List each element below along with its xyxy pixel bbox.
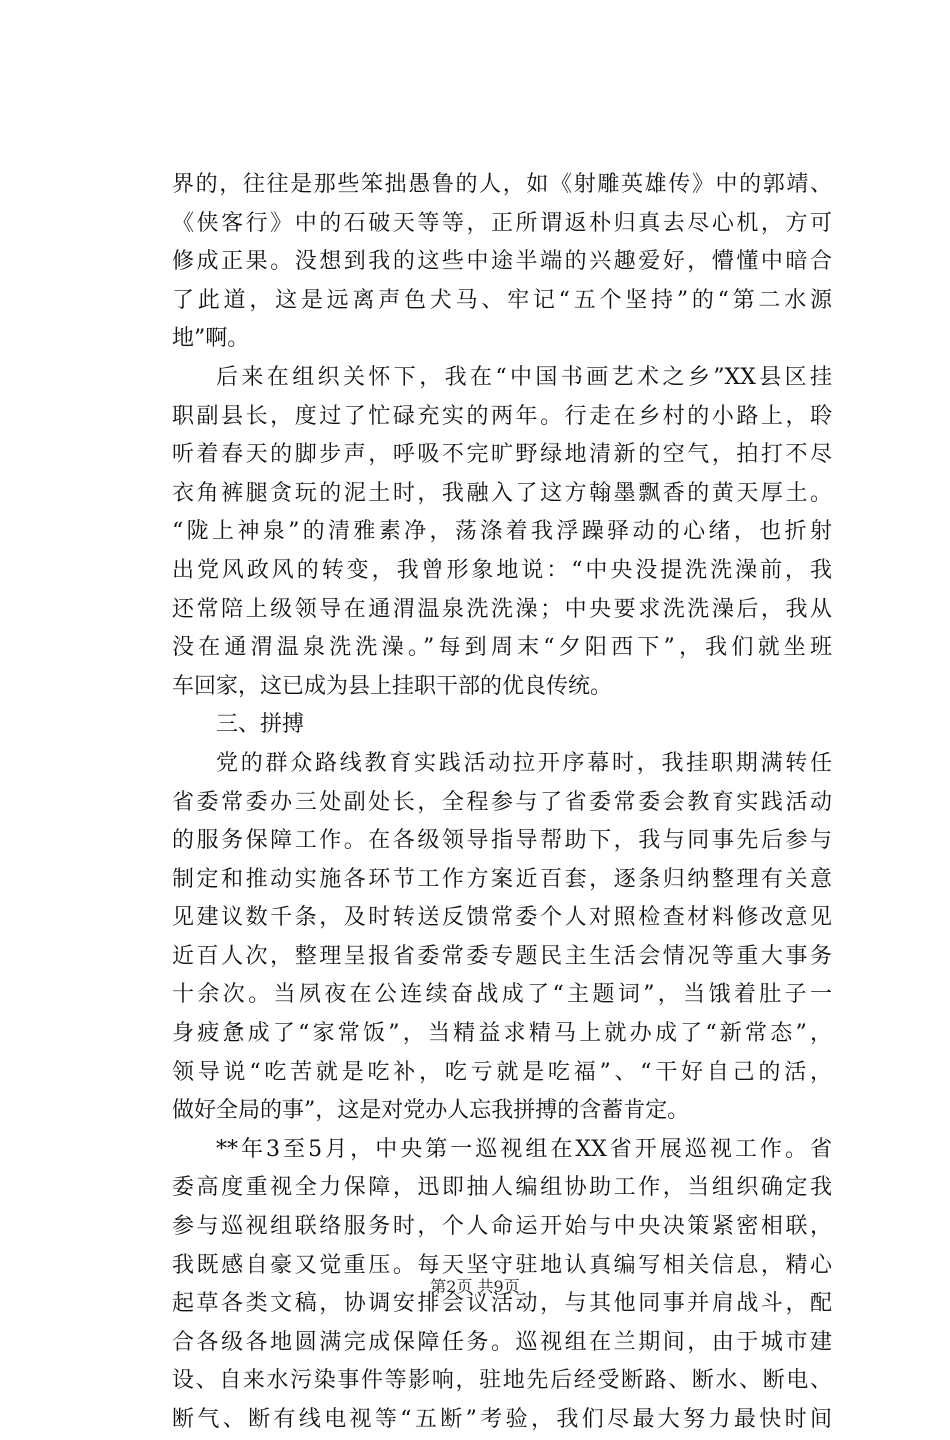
text-line: 没在通渭温泉洗洗澡。”每到周末“夕阳西下”，我们就坐班 bbox=[172, 635, 832, 661]
text-line: 三、拼搏 bbox=[216, 712, 305, 738]
text-line: 还常陪上级领导在通渭温泉洗洗澡；中央要求洗洗澡后，我从 bbox=[172, 596, 832, 622]
text-line: 的服务保障工作。在各级领导指导帮助下，我与同事先后参与 bbox=[172, 828, 832, 854]
text-line: 修成正果。没想到我的这些中途半端的兴趣爱好，懵懂中暗合 bbox=[172, 249, 832, 275]
text-line: 断气、断有线电视等“五断”考验，我们尽最大努力最快时间 bbox=[172, 1407, 832, 1432]
text-line: 起草各类文稿，协调安排会议活动，与其他同事并肩战斗，配 bbox=[172, 1291, 832, 1317]
text-line: 领导说“吃苦就是吃补，吃亏就是吃福”、“干好自己的活， bbox=[172, 1059, 832, 1085]
text-line: 后来在组织关怀下，我在“中国书画艺术之乡”XX县区挂 bbox=[216, 364, 832, 390]
text-line: 党的群众路线教育实践活动拉开序幕时，我挂职期满转任 bbox=[216, 750, 832, 776]
text-line: 我既感自豪又觉重压。每天坚守驻地认真编写相关信息，精心 bbox=[172, 1252, 832, 1278]
text-line: 省委常委办三处副处长，全程参与了省委常委会教育实践活动 bbox=[172, 789, 832, 815]
text-line: 身疲惫成了“家常饭”，当精益求精马上就办成了“新常态”， bbox=[172, 1021, 832, 1047]
text-line: 参与巡视组联络服务时，个人命运开始与中央决策紧密相联， bbox=[172, 1214, 832, 1240]
text-line: “陇上神泉”的清雅素净，荡涤着我浮躁驿动的心绪，也折射 bbox=[172, 519, 832, 545]
text-line: 做好全局的事”，这是对党办人忘我拼搏的含蓄肯定。 bbox=[172, 1098, 690, 1124]
text-line: 界的，往往是那些笨拙愚鲁的人，如《射雕英雄传》中的郭靖、 bbox=[172, 172, 832, 197]
text-line: 衣角裤腿贪玩的泥土时，我融入了这方翰墨飘香的黄天厚土。 bbox=[172, 480, 832, 506]
page-footer: 第2页 共9页 bbox=[430, 1277, 520, 1296]
text-line: 合各级各地圆满完成保障任务。巡视组在兰期间，由于城市建 bbox=[172, 1329, 832, 1355]
text-line: 十余次。当夙夜在公连续奋战成了“主题词”，当饿着肚子一 bbox=[172, 982, 832, 1008]
document-body bbox=[172, 166, 832, 1440]
text-line: 《侠客行》中的石破天等等，正所谓返朴归真去尽心机，方可 bbox=[172, 210, 832, 236]
text-line: 车回家，这已成为县上挂职干部的优良传统。 bbox=[172, 673, 613, 699]
text-line: 职副县长，度过了忙碌充实的两年。行走在乡村的小路上，聆 bbox=[172, 403, 832, 429]
text-line: 见建议数千条，及时转送反馈常委个人对照检查材料修改意见 bbox=[172, 905, 832, 931]
text-line: 制定和推动实施各环节工作方案近百套，逐条归纳整理有关意 bbox=[172, 866, 832, 892]
text-line: 出党风政风的转变，我曾形象地说：“中央没提洗洗澡前，我 bbox=[172, 557, 832, 583]
text-line: 地”啊。 bbox=[172, 326, 250, 352]
text-line: 听着春天的脚步声，呼吸不完旷野绿地清新的空气，拍打不尽 bbox=[172, 442, 832, 468]
text-line: **年3至5月，中央第一巡视组在XX省开展巡视工作。省 bbox=[216, 1136, 832, 1162]
text-line: 了此道，这是远离声色犬马、牢记“五个坚持”的“第二水源 bbox=[172, 287, 832, 313]
text-line: 设、自来水污染事件等影响，驻地先后经受断路、断水、断电、 bbox=[172, 1368, 832, 1394]
text-line: 近百人次，整理呈报省委常委专题民主生活会情况等重大事务 bbox=[172, 943, 832, 969]
text-line: 委高度重视全力保障，迅即抽人编组协助工作，当组织确定我 bbox=[172, 1175, 832, 1201]
